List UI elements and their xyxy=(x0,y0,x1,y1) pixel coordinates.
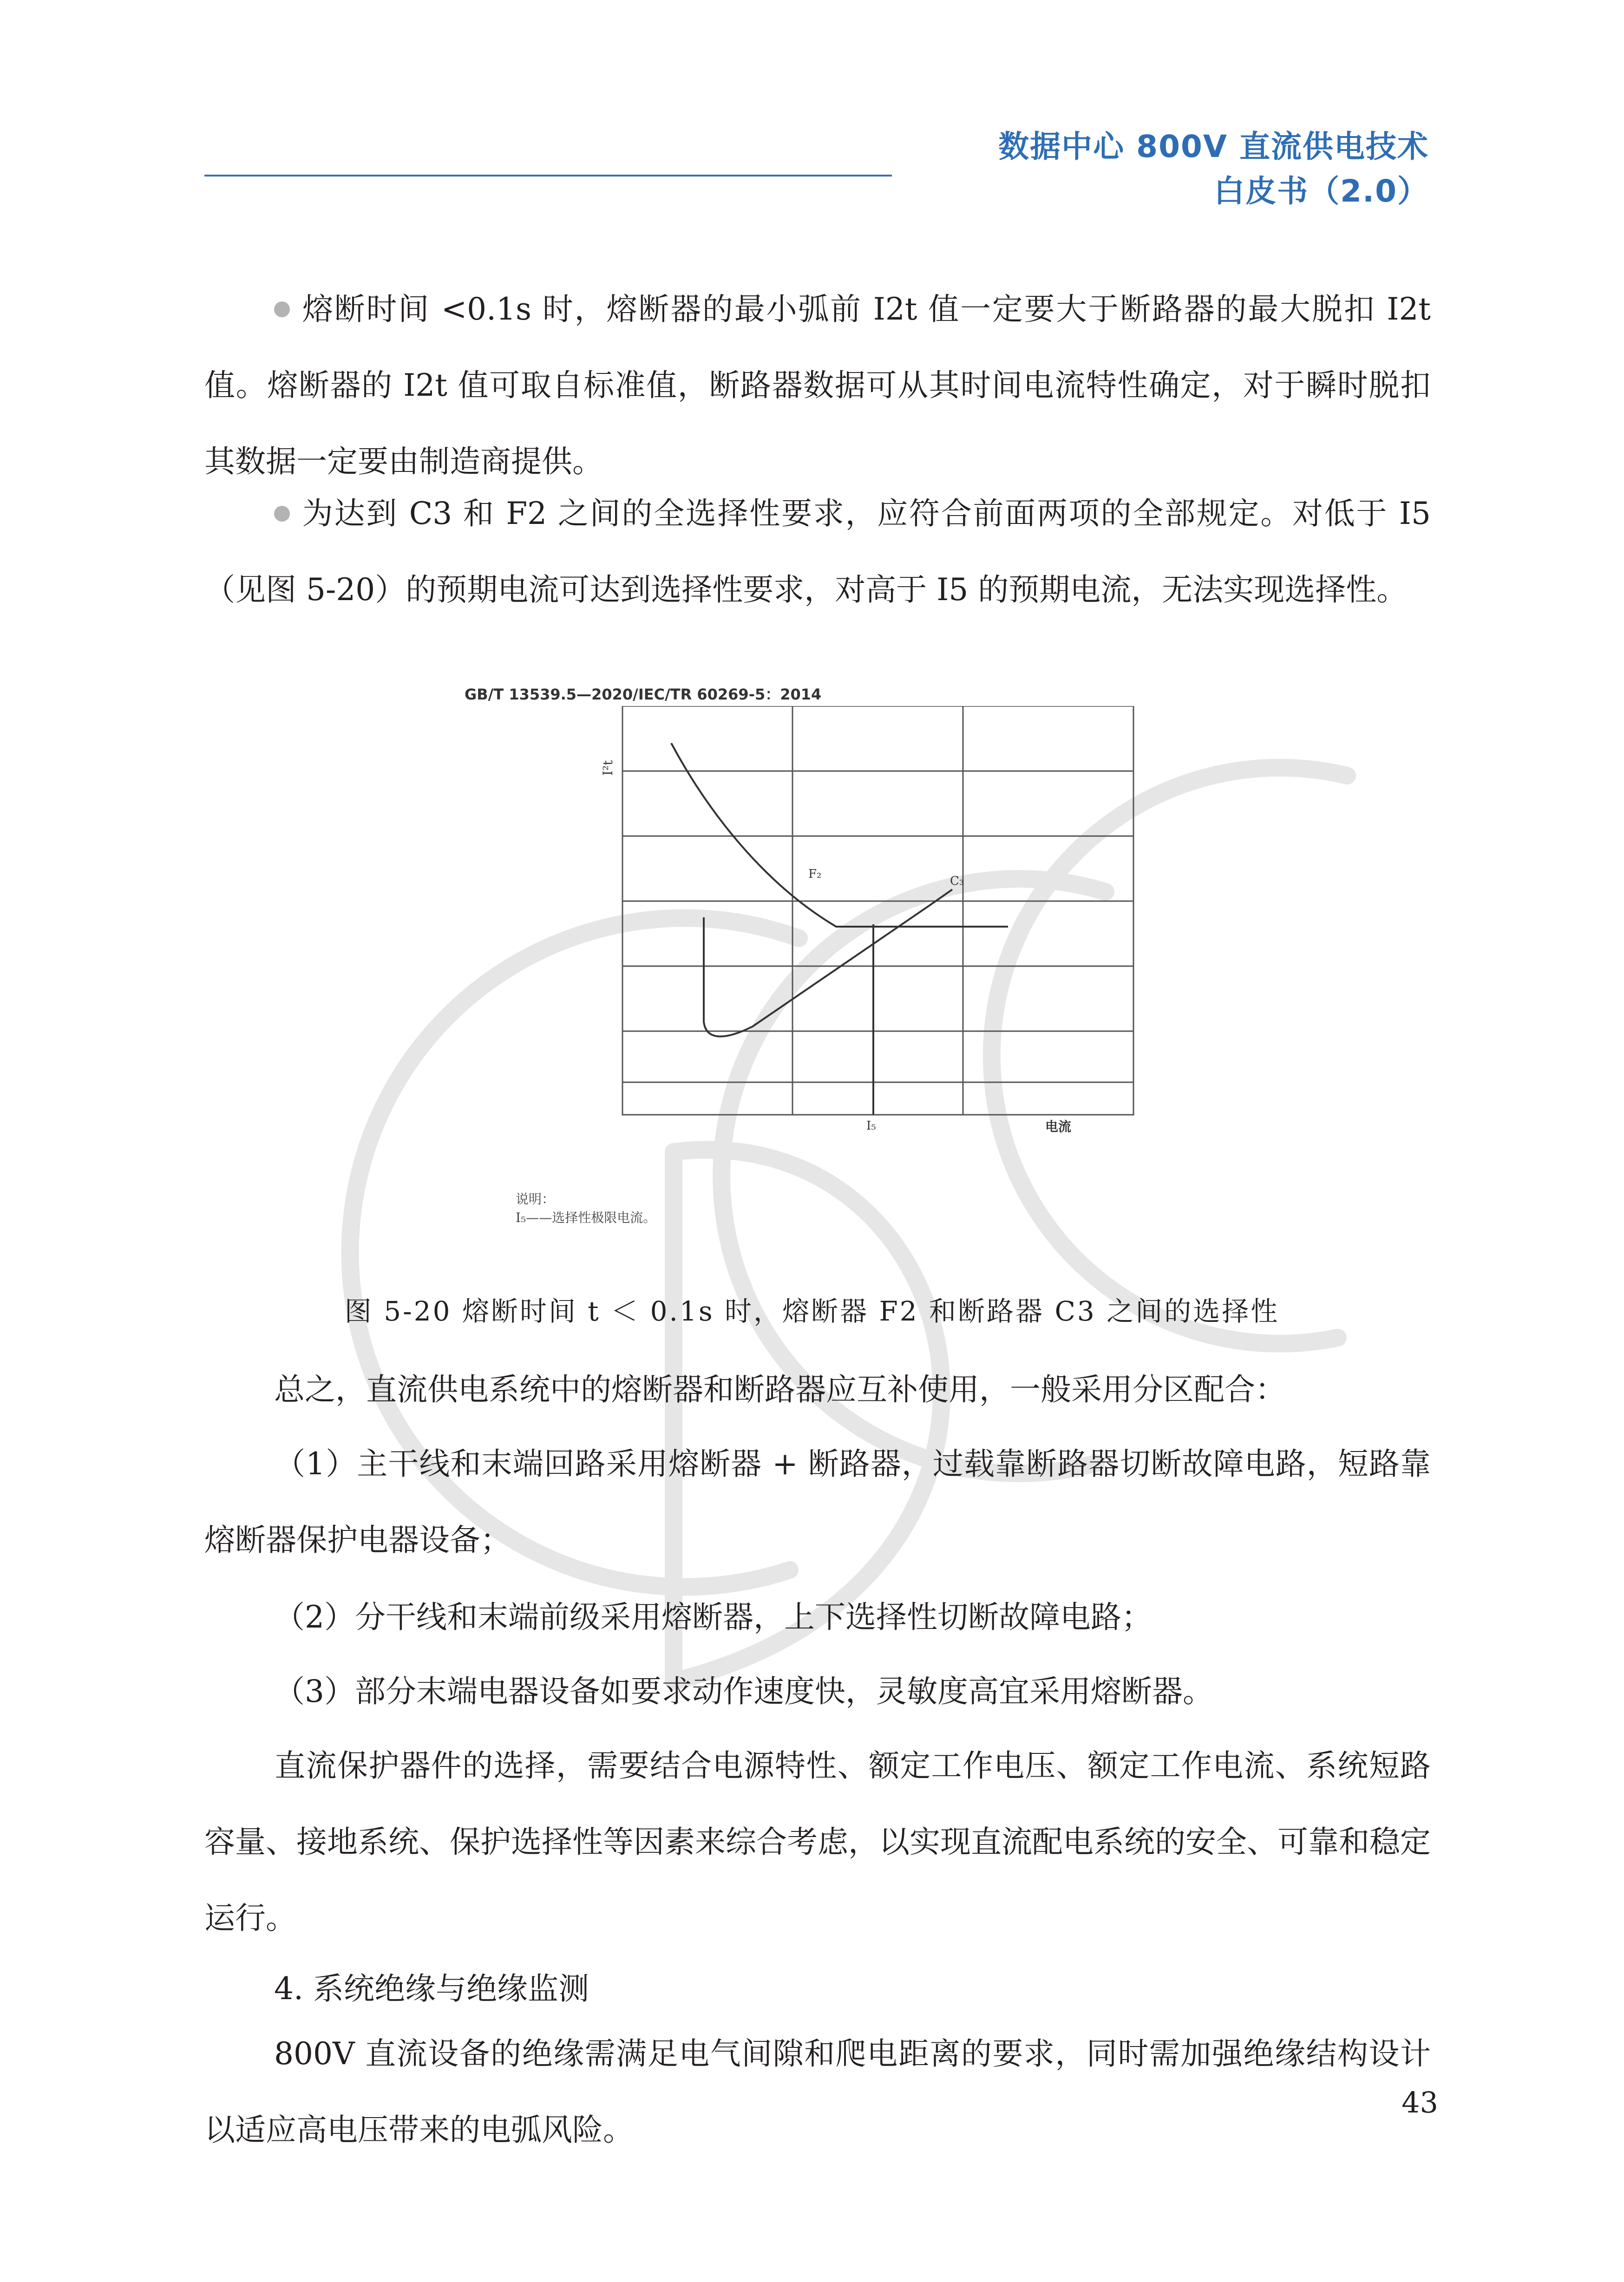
header-title-line2: 白皮书（2.0） xyxy=(1214,173,1429,209)
x-marker-i5: I₅ xyxy=(866,1119,876,1133)
bullet-paragraph-1: 熔断时间 <0.1s 时，熔断器的最小弧前 I2t 值一定要大于断路器的最大脱扣 I2t 值。熔断器的 I2t 值可取自标准值，断路器数据可从其时间电流特性确定，对于瞬时脱扣其数据一定要由制造商提供。 xyxy=(204,291,1431,479)
figure-standard-ref: GB/T 13539.5—2020/IEC/TR 60269-5：2014 xyxy=(465,686,822,703)
breaker-c3-curve xyxy=(704,889,952,1036)
figure-chart xyxy=(465,706,1161,1254)
fuse-curve-label: F₂ xyxy=(808,867,822,881)
figure-grid xyxy=(622,706,1133,1115)
figure-note-text: I₅——选择性极限电流。 xyxy=(516,1210,656,1225)
header-rule xyxy=(204,175,892,177)
x-axis-label: 电流 xyxy=(1045,1119,1072,1134)
figure-note-title: 说明： xyxy=(516,1191,555,1207)
body-item-2: （2）分干线和末端前级采用熔断器，上下选择性切断故障电路； xyxy=(274,1599,1152,1635)
figure-5-20 xyxy=(465,669,1161,1254)
page-number: 43 xyxy=(1401,2086,1438,2119)
body-item-1: （1）主干线和末端回路采用熔断器 + 断路器，过载靠断路器切断故障电路，短路靠熔断器保护电器设备； xyxy=(204,1446,1431,1558)
body-protection-paragraph: 直流保护器件的选择，需要结合电源特性、额定工作电压、额定工作电流、系统短路容量、接地系统、保护选择性等因素来综合考虑，以实现直流配电系统的安全、可靠和稳定运行。 xyxy=(204,1748,1431,1936)
figure-frame xyxy=(622,706,1133,1115)
bullet-dot-icon xyxy=(274,506,290,522)
body-insulation-paragraph: 800V 直流设备的绝缘需满足电气间隙和爬电距离的要求，同时需加强绝缘结构设计以适应高电压带来的电弧风险。 xyxy=(204,2036,1431,2148)
bullet-dot-icon xyxy=(274,301,290,317)
bullet-paragraph-2: 为达到 C3 和 F2 之间的全选择性要求，应符合前面两项的全部规定。对低于 I5（见图 5-20）的预期电流可达到选择性要求，对高于 I5 的预期电流，无法实现选择性。 xyxy=(204,496,1431,608)
header-title-line1: 数据中心 800V 直流供电技术 xyxy=(998,129,1429,164)
body-item-3: （3）部分末端电器设备如要求动作速度快，灵敏度高宜采用熔断器。 xyxy=(274,1674,1213,1709)
figure-caption: 图 5-20 熔断时间 t ＜ 0.1s 时，熔断器 F2 和断路器 C3 之间的选择性 xyxy=(344,1295,1280,1327)
breaker-curve-label: C₃ xyxy=(950,874,964,888)
body-summary: 总之，直流供电系统中的熔断器和断路器应互补使用，一般采用分区配合： xyxy=(274,1372,1286,1407)
header-title xyxy=(998,124,1429,214)
y-axis-label: I²t xyxy=(600,760,616,776)
section-heading-insulation: 4. 系统绝缘与绝缘监测 xyxy=(274,1971,589,2007)
